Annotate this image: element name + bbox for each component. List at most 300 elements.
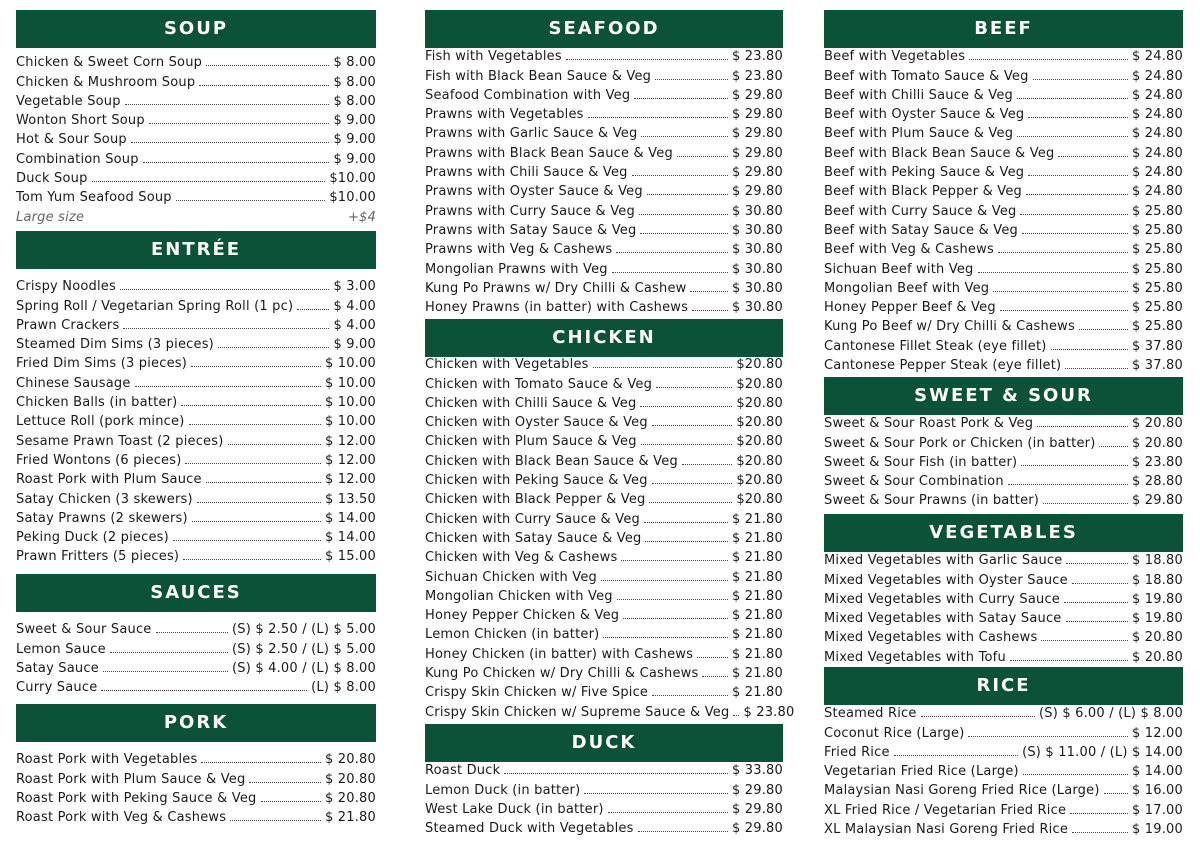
menu-item xyxy=(16,186,376,205)
dot-leader xyxy=(201,762,321,763)
menu-item-price: $ 10.00 xyxy=(324,414,376,430)
section-items-beef xyxy=(824,45,1183,373)
menu-item-name: Chicken Balls (in batter) xyxy=(16,395,178,411)
menu-item-name: Large size xyxy=(16,209,85,225)
menu-item-name: Chicken with Vegetables xyxy=(425,357,589,373)
dot-leader xyxy=(1058,156,1128,157)
menu-item-name: Mongolian Beef with Veg xyxy=(824,280,990,296)
dot-leader xyxy=(1017,98,1128,99)
menu-item-price: $ 8.00 xyxy=(333,74,376,90)
menu-item-price: $ 9.00 xyxy=(333,151,376,167)
dot-leader xyxy=(199,85,329,86)
menu-item-name: Satay Chicken (3 skewers) xyxy=(16,491,193,507)
menu-item-price: $ 21.80 xyxy=(731,588,783,604)
dot-leader xyxy=(652,483,733,484)
menu-item-name: Prawn Fritters (5 pieces) xyxy=(16,549,180,565)
dot-leader xyxy=(1022,233,1128,234)
menu-item-price: $ 15.00 xyxy=(324,549,376,565)
menu-item-name: Sichuan Beef with Veg xyxy=(824,261,974,277)
menu-item-price: $ 10.00 xyxy=(324,356,376,372)
menu-item xyxy=(425,469,783,488)
section-header-sauces: SAUCES xyxy=(16,574,376,612)
section-header-chicken: CHICKEN xyxy=(425,319,783,357)
menu-item-name: Vegetarian Fried Rice (Large) xyxy=(824,764,1019,780)
menu-item-name: Beef with Veg & Cashews xyxy=(824,242,994,258)
menu-item xyxy=(824,626,1183,645)
menu-item xyxy=(425,257,783,276)
menu-item xyxy=(824,161,1183,180)
dot-leader xyxy=(649,502,732,503)
menu-item-name: Chicken with Black Pepper & Veg xyxy=(425,492,646,508)
menu-item xyxy=(16,676,376,695)
dot-leader xyxy=(1066,563,1127,564)
menu-item xyxy=(16,410,376,429)
menu-item xyxy=(425,372,783,391)
section-header-soup: SOUP xyxy=(16,10,376,48)
dot-leader xyxy=(921,716,1035,717)
menu-item xyxy=(425,122,783,141)
menu-item-price: $ 21.80 xyxy=(731,608,783,624)
dot-leader xyxy=(181,405,321,406)
menu-item-name: Beef with Black Pepper & Veg xyxy=(824,184,1022,200)
dot-leader xyxy=(1099,446,1128,447)
menu-item-price: $ 23.80 xyxy=(1131,454,1183,470)
menu-item xyxy=(425,238,783,257)
menu-item-name: Beef with Tomato Sauce & Veg xyxy=(824,68,1029,84)
dot-leader xyxy=(645,541,727,542)
menu-item xyxy=(16,657,376,676)
menu-item-name: Lemon Sauce xyxy=(16,641,106,657)
menu-item xyxy=(824,721,1183,740)
menu-item-name: Chicken with Satay Sauce & Veg xyxy=(425,530,642,546)
menu-item-price: $ 17.00 xyxy=(1131,802,1183,818)
dot-leader xyxy=(978,272,1128,273)
dot-leader xyxy=(647,194,728,195)
menu-item xyxy=(16,352,376,371)
menu-item-price: $ 24.80 xyxy=(1131,165,1183,181)
menu-item-name: Honey Pepper Chicken & Veg xyxy=(425,608,620,624)
dot-leader xyxy=(968,736,1127,737)
menu-item-price: $ 30.80 xyxy=(731,261,783,277)
menu-item-price: $ 23.80 xyxy=(731,68,783,84)
dot-leader xyxy=(1043,503,1128,504)
menu-item xyxy=(425,411,783,430)
menu-item xyxy=(16,371,376,390)
menu-item-price: $20.80 xyxy=(736,357,783,373)
section-items-duck xyxy=(425,759,783,836)
menu-item-price: +$4 xyxy=(347,209,376,225)
menu-item-name: Beef with Satay Sauce & Veg xyxy=(824,222,1018,238)
menu-item-price: $ 25.80 xyxy=(1131,280,1183,296)
dot-leader xyxy=(655,79,728,80)
section-items-sauces xyxy=(16,618,376,695)
menu-item-name: Prawn Crackers xyxy=(16,317,120,333)
menu-item xyxy=(16,109,376,128)
menu-item-price: $ 21.80 xyxy=(731,569,783,585)
menu-item-name: Vegetable Soup xyxy=(16,93,121,109)
menu-item-price: $ 14.00 xyxy=(1131,764,1183,780)
menu-item xyxy=(425,141,783,160)
dot-leader xyxy=(131,142,330,143)
menu-item-price: $ 18.80 xyxy=(1131,572,1183,588)
dot-leader xyxy=(588,117,728,118)
menu-item xyxy=(824,45,1183,64)
menu-item-name: Chicken with Veg & Cashews xyxy=(425,550,618,566)
dot-leader xyxy=(110,652,228,653)
menu-item-price: $ 28.80 xyxy=(1131,474,1183,490)
menu-item-price: $10.00 xyxy=(329,171,376,187)
menu-item xyxy=(425,700,795,720)
menu-item xyxy=(824,219,1183,238)
menu-item-name: Tom Yum Seafood Soup xyxy=(16,190,172,206)
menu-item-price: $ 30.80 xyxy=(731,203,783,219)
menu-item xyxy=(824,798,1183,817)
menu-item-name: Mixed Vegetables with Garlic Sauce xyxy=(824,553,1063,569)
menu-item xyxy=(16,507,376,526)
menu-item-name: Chicken with Plum Sauce & Veg xyxy=(425,434,637,450)
menu-item-name: Seafood Combination with Veg xyxy=(425,87,631,103)
dot-leader xyxy=(733,715,739,716)
dot-leader xyxy=(632,175,728,176)
dot-leader xyxy=(125,104,330,105)
menu-item xyxy=(16,167,376,186)
menu-item-price: $ 29.80 xyxy=(731,126,783,142)
menu-item xyxy=(16,333,376,352)
menu-item xyxy=(824,470,1183,489)
menu-item xyxy=(16,767,376,786)
menu-item-price: $20.80 xyxy=(736,376,783,392)
dot-leader xyxy=(640,233,728,234)
menu-item-name: Chicken & Sweet Corn Soup xyxy=(16,55,203,71)
menu-item-name: Prawns with Oyster Sauce & Veg xyxy=(425,184,643,200)
dot-leader xyxy=(120,289,329,290)
menu-item-name: Chicken with Tomato Sauce & Veg xyxy=(425,376,653,392)
menu-item-name: Crispy Skin Chicken w/ Five Spice xyxy=(425,685,649,701)
dot-leader xyxy=(185,463,320,464)
menu-item-price: $ 20.80 xyxy=(324,790,376,806)
menu-item xyxy=(16,294,376,313)
menu-item-price: $ 21.80 xyxy=(731,550,783,566)
menu-item-price: $ 30.80 xyxy=(731,222,783,238)
dot-leader xyxy=(656,387,732,388)
menu-item-name: Fried Wontons (6 pieces) xyxy=(16,452,182,468)
menu-item-price: $ 21.80 xyxy=(731,685,783,701)
menu-item-name: Roast Pork with Peking Sauce & Veg xyxy=(16,790,257,806)
dot-leader xyxy=(1023,774,1128,775)
menu-item-name: Prawns with Chili Sauce & Veg xyxy=(425,165,628,181)
dot-leader xyxy=(1051,349,1128,350)
dot-leader xyxy=(692,310,728,311)
menu-item-name: Chicken with Chilli Sauce & Veg xyxy=(425,395,637,411)
dot-leader xyxy=(1017,136,1128,137)
dot-leader xyxy=(176,200,326,201)
dot-leader xyxy=(652,695,728,696)
section-items-chicken xyxy=(425,353,795,720)
menu-item-price: $ 9.00 xyxy=(333,132,376,148)
dot-leader xyxy=(969,59,1128,60)
menu-item xyxy=(824,412,1183,431)
menu-item xyxy=(824,489,1183,508)
menu-item-name: Coconut Rice (Large) xyxy=(824,725,965,741)
menu-item xyxy=(824,607,1183,626)
menu-item xyxy=(425,64,783,83)
section-header-beef: BEEF xyxy=(824,10,1183,48)
menu-item-price: $ 16.00 xyxy=(1131,783,1183,799)
menu-item-name: Crispy Noodles xyxy=(16,279,116,295)
menu-item xyxy=(824,84,1183,103)
menu-item-name: Satay Sauce xyxy=(16,660,99,676)
dot-leader xyxy=(566,59,728,60)
menu-item-name: Mongolian Prawns with Veg xyxy=(425,261,608,277)
menu-item-name: Kung Po Chicken w/ Dry Chilli & Cashews xyxy=(425,666,699,682)
menu-item-name: Sesame Prawn Toast (2 pieces) xyxy=(16,433,224,449)
menu-item xyxy=(425,527,783,546)
dot-leader xyxy=(1028,117,1128,118)
menu-item-price: $ 37.80 xyxy=(1131,358,1183,374)
menu-item-name: Sweet & Sour Combination xyxy=(824,474,1004,490)
menu-item-name: Fish with Black Bean Sauce & Veg xyxy=(425,68,652,84)
menu-item-name: Kung Po Beef w/ Dry Chilli & Cashews xyxy=(824,319,1075,335)
dot-leader xyxy=(623,618,728,619)
menu-item-price: $ 25.80 xyxy=(1131,300,1183,316)
menu-item-name: Roast Pork with Vegetables xyxy=(16,752,198,768)
menu-item-name: Mixed Vegetables with Oyster Sauce xyxy=(824,572,1068,588)
menu-item xyxy=(16,449,376,468)
dot-leader xyxy=(998,252,1128,253)
menu-item xyxy=(16,205,376,224)
menu-item-price: $ 12.00 xyxy=(324,452,376,468)
menu-item xyxy=(824,702,1183,721)
menu-item xyxy=(16,618,376,637)
menu-item xyxy=(16,314,376,333)
menu-item xyxy=(824,122,1183,141)
menu-item-name: Roast Pork with Plum Sauce & Veg xyxy=(16,771,246,787)
menu-item-price: $ 24.80 xyxy=(1131,49,1183,65)
menu-item-price: (S) $ 11.00 / (L) $ 14.00 xyxy=(1022,744,1183,760)
menu-item xyxy=(425,430,783,449)
menu-item-price: $ 25.80 xyxy=(1131,261,1183,277)
dot-leader xyxy=(156,632,228,633)
menu-item xyxy=(16,128,376,147)
menu-item xyxy=(824,741,1183,760)
menu-item-price: $ 21.80 xyxy=(731,530,783,546)
dot-leader xyxy=(1079,329,1128,330)
dot-leader xyxy=(218,347,330,348)
menu-item xyxy=(425,642,783,661)
menu-item-name: Kung Po Prawns w/ Dry Chilli & Cashew xyxy=(425,280,687,296)
menu-item-price: $ 19.80 xyxy=(1131,611,1183,627)
section-items-pork xyxy=(16,748,376,825)
menu-item-price: $ 21.80 xyxy=(731,511,783,527)
menu-item-price: $ 20.80 xyxy=(1131,649,1183,665)
menu-item-name: Prawns with Garlic Sauce & Veg xyxy=(425,126,638,142)
dot-leader xyxy=(103,671,228,672)
menu-item-name: Beef with Oyster Sauce & Veg xyxy=(824,107,1025,123)
menu-item-price: (S) $ 2.50 / (L) $ 5.00 xyxy=(232,641,376,657)
dot-leader xyxy=(617,599,728,600)
menu-item xyxy=(425,623,783,642)
dot-leader xyxy=(603,637,728,638)
dot-leader xyxy=(197,502,321,503)
menu-item xyxy=(425,353,783,372)
dot-leader xyxy=(1000,310,1128,311)
menu-item-price: $20.80 xyxy=(736,415,783,431)
menu-item-price: $ 20.80 xyxy=(1131,630,1183,646)
menu-item xyxy=(425,662,783,681)
menu-item-name: Beef with Vegetables xyxy=(824,49,966,65)
menu-item-price: $ 29.80 xyxy=(731,87,783,103)
menu-item-price: $ 29.80 xyxy=(1131,493,1183,509)
menu-item-name: Beef with Plum Sauce & Veg xyxy=(824,126,1014,142)
dot-leader xyxy=(1028,175,1128,176)
menu-item xyxy=(824,64,1183,83)
menu-item-price: $ 4.00 xyxy=(333,298,376,314)
dot-leader xyxy=(101,690,307,691)
menu-item-name: XL Fried Rice / Vegetarian Fried Rice xyxy=(824,802,1067,818)
menu-item-name: Chinese Sausage xyxy=(16,375,131,391)
menu-item-name: Roast Pork with Plum Sauce xyxy=(16,472,202,488)
menu-item-name: Spring Roll / Vegetarian Spring Roll (1 pc) xyxy=(16,298,294,314)
menu-item xyxy=(824,257,1183,276)
menu-item-name: Malaysian Nasi Goreng Fried Rice (Large) xyxy=(824,783,1100,799)
menu-item xyxy=(16,787,376,806)
menu-item xyxy=(425,180,783,199)
menu-item-price: $ 19.00 xyxy=(1131,822,1183,838)
menu-item xyxy=(425,798,783,817)
dot-leader xyxy=(173,540,321,541)
dot-leader xyxy=(621,560,728,561)
menu-item-name: Chicken & Mushroom Soup xyxy=(16,74,196,90)
dot-leader xyxy=(652,425,732,426)
menu-item-name: Prawns with Veg & Cashews xyxy=(425,242,613,258)
menu-item-price: $ 8.00 xyxy=(333,93,376,109)
dot-leader xyxy=(690,291,727,292)
menu-item xyxy=(425,449,783,468)
menu-item xyxy=(824,451,1183,470)
section-header-rice: RICE xyxy=(824,667,1183,705)
section-items-vegetables xyxy=(824,549,1183,665)
dot-leader xyxy=(183,559,321,560)
dot-leader xyxy=(616,252,728,253)
menu-item-price: $ 37.80 xyxy=(1131,338,1183,354)
menu-item xyxy=(425,681,783,700)
dot-leader xyxy=(677,156,728,157)
section-items-entr-e xyxy=(16,275,376,564)
menu-item xyxy=(425,277,783,296)
menu-item-price: $ 24.80 xyxy=(1131,126,1183,142)
dot-leader xyxy=(228,444,321,445)
menu-item-price: $ 29.80 xyxy=(731,107,783,123)
menu-item-price: $ 30.80 xyxy=(731,242,783,258)
menu-item-price: $ 8.00 xyxy=(333,55,376,71)
menu-item xyxy=(16,391,376,410)
menu-item xyxy=(16,806,376,825)
menu-item xyxy=(824,199,1183,218)
menu-item-name: Wonton Short Soup xyxy=(16,113,145,129)
dot-leader xyxy=(601,580,728,581)
menu-item xyxy=(16,275,376,294)
menu-item-name: Cantonese Fillet Steak (eye fillet) xyxy=(824,338,1047,354)
menu-item xyxy=(425,199,783,218)
dot-leader xyxy=(261,801,321,802)
menu-item-name: Chicken with Black Bean Sauce & Veg xyxy=(425,453,678,469)
dot-leader xyxy=(1010,660,1128,661)
menu-item xyxy=(824,549,1183,568)
menu-item-price: $ 3.00 xyxy=(333,279,376,295)
dot-leader xyxy=(697,657,728,658)
dot-leader xyxy=(593,367,733,368)
menu-item-name: Curry Sauce xyxy=(16,680,98,696)
menu-item xyxy=(425,546,783,565)
menu-item xyxy=(425,219,783,238)
menu-item xyxy=(824,277,1183,296)
dot-leader xyxy=(1070,813,1128,814)
dot-leader xyxy=(1037,426,1128,427)
menu-item xyxy=(425,392,783,411)
dot-leader xyxy=(641,136,728,137)
menu-item-price: $ 10.00 xyxy=(324,395,376,411)
section-header-pork: PORK xyxy=(16,704,376,742)
menu-item-price: $ 25.80 xyxy=(1131,242,1183,258)
menu-item-name: Beef with Curry Sauce & Veg xyxy=(824,203,1017,219)
menu-item xyxy=(16,545,376,564)
menu-item xyxy=(425,296,783,315)
dot-leader xyxy=(644,522,728,523)
menu-item xyxy=(425,103,783,122)
menu-item-price: $ 12.00 xyxy=(1131,725,1183,741)
menu-item xyxy=(425,604,783,623)
dot-leader xyxy=(1072,832,1128,833)
menu-item-name: Combination Soup xyxy=(16,151,139,167)
menu-item-price: $ 21.80 xyxy=(731,646,783,662)
menu-item-price: (S) $ 6.00 / (L) $ 8.00 xyxy=(1039,706,1183,722)
menu-item-price: $ 19.80 xyxy=(1131,591,1183,607)
dot-leader xyxy=(249,782,321,783)
menu-item-price: $ 24.80 xyxy=(1131,184,1183,200)
menu-item-price: (S) $ 2.50 / (L) $ 5.00 xyxy=(232,622,376,638)
dot-leader xyxy=(206,65,329,66)
dot-leader xyxy=(1072,583,1128,584)
menu-item-name: Mixed Vegetables with Curry Sauce xyxy=(824,591,1060,607)
menu-item-price: $ 24.80 xyxy=(1131,107,1183,123)
menu-item-price: $ 29.80 xyxy=(731,165,783,181)
menu-item-name: Peking Duck (2 pieces) xyxy=(16,530,169,546)
menu-item xyxy=(425,778,783,797)
menu-item xyxy=(824,180,1183,199)
menu-item xyxy=(824,103,1183,122)
menu-item-price: $ 33.80 xyxy=(731,763,783,779)
menu-item-name: Prawns with Curry Sauce & Veg xyxy=(425,203,635,219)
menu-item-name: Sweet & Sour Pork or Chicken (in batter) xyxy=(824,435,1096,451)
dot-leader xyxy=(1065,368,1128,369)
menu-item-name: Satay Prawns (2 skewers) xyxy=(16,510,188,526)
menu-item-price: $ 20.80 xyxy=(1131,416,1183,432)
dot-leader xyxy=(297,309,329,310)
menu-item-price: $ 14.00 xyxy=(324,510,376,526)
menu-item-name: XL Malaysian Nasi Goreng Fried Rice xyxy=(824,822,1069,838)
dot-leader xyxy=(639,214,728,215)
menu-item-price: $ 24.80 xyxy=(1131,145,1183,161)
menu-item-price: $ 20.80 xyxy=(324,771,376,787)
menu-item-name: Fish with Vegetables xyxy=(425,49,562,65)
menu-item-name: Roast Pork with Veg & Cashews xyxy=(16,810,227,826)
menu-item-name: Mixed Vegetables with Satay Sauce xyxy=(824,611,1062,627)
menu-item-name: Prawns with Satay Sauce & Veg xyxy=(425,222,637,238)
menu-item xyxy=(425,585,783,604)
menu-item-price: $ 9.00 xyxy=(333,113,376,129)
menu-item-name: Honey Prawns (in batter) with Cashews xyxy=(425,300,689,316)
menu-item-price: $ 23.80 xyxy=(743,704,795,720)
